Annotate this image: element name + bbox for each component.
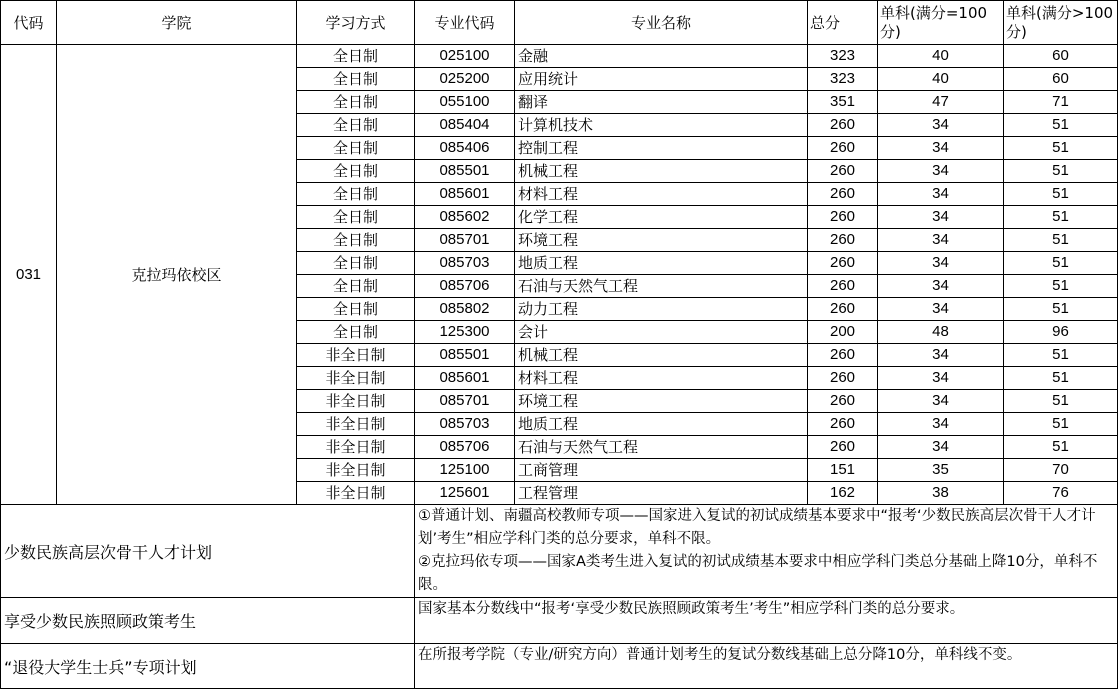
major-name-cell: 会计 (515, 321, 808, 344)
single-100-cell: 34 (878, 436, 1004, 459)
major-code-cell: 085406 (415, 137, 515, 160)
total-score-cell: 260 (808, 390, 878, 413)
major-code-cell: 085601 (415, 367, 515, 390)
college-name: 克拉玛依校区 (57, 45, 297, 505)
header-major-code: 专业代码 (415, 1, 515, 45)
study-mode-cell: 非全日制 (297, 367, 415, 390)
total-score-cell: 260 (808, 252, 878, 275)
study-mode-cell: 全日制 (297, 114, 415, 137)
single-100-cell: 40 (878, 68, 1004, 91)
plan-description-line: ②克拉玛依专项——国家A类考生进入复试的初试成绩基本要求中相应学科门类总分基础上降10分，单科不限。 (418, 554, 1098, 593)
header-single-gt100: 单科(满分>100分) (1004, 1, 1118, 45)
major-code-cell: 085501 (415, 160, 515, 183)
single-gt100-cell: 51 (1004, 252, 1118, 275)
single-100-cell: 34 (878, 183, 1004, 206)
study-mode-cell: 全日制 (297, 298, 415, 321)
total-score-cell: 260 (808, 436, 878, 459)
study-mode-cell: 非全日制 (297, 436, 415, 459)
single-gt100-cell: 51 (1004, 298, 1118, 321)
total-score-cell: 260 (808, 137, 878, 160)
study-mode-cell: 全日制 (297, 137, 415, 160)
header-single-100: 单科(满分=100分) (878, 1, 1004, 45)
single-gt100-cell: 96 (1004, 321, 1118, 344)
total-score-cell: 260 (808, 206, 878, 229)
single-gt100-cell: 70 (1004, 459, 1118, 482)
major-code-cell: 085601 (415, 183, 515, 206)
single-100-cell: 34 (878, 206, 1004, 229)
major-name-cell: 材料工程 (515, 183, 808, 206)
single-gt100-cell: 51 (1004, 275, 1118, 298)
single-gt100-cell: 76 (1004, 482, 1118, 505)
major-name-cell: 工程管理 (515, 482, 808, 505)
header-study-mode: 学习方式 (297, 1, 415, 45)
study-mode-cell: 全日制 (297, 45, 415, 68)
major-code-cell: 085701 (415, 390, 515, 413)
plan-description-line: ①普通计划、南疆高校教师专项——国家进入复试的初试成绩基本要求中“报考‘少数民族高层次骨干人才计划’考生”相应学科门类的总分要求，单科不限。 (418, 508, 1096, 547)
major-name-cell: 石油与天然气工程 (515, 275, 808, 298)
major-name-cell: 工商管理 (515, 459, 808, 482)
plan-description-line: 在所报考学院（专业/研究方向）普通计划考生的复试分数线基础上总分降10分，单科线不变。 (418, 647, 1022, 663)
major-name-cell: 材料工程 (515, 367, 808, 390)
total-score-cell: 260 (808, 413, 878, 436)
major-name-cell: 环境工程 (515, 229, 808, 252)
single-gt100-cell: 51 (1004, 367, 1118, 390)
single-100-cell: 47 (878, 91, 1004, 114)
study-mode-cell: 非全日制 (297, 482, 415, 505)
single-gt100-cell: 51 (1004, 206, 1118, 229)
major-name-cell: 化学工程 (515, 206, 808, 229)
single-100-cell: 34 (878, 390, 1004, 413)
study-mode-cell: 非全日制 (297, 344, 415, 367)
total-score-cell: 200 (808, 321, 878, 344)
header-code: 代码 (1, 1, 57, 45)
major-name-cell: 机械工程 (515, 344, 808, 367)
major-name-cell: 控制工程 (515, 137, 808, 160)
total-score-cell: 260 (808, 275, 878, 298)
major-code-cell: 055100 (415, 91, 515, 114)
header-college: 学院 (57, 1, 297, 45)
table-row (1, 45, 1118, 68)
major-code-cell: 085802 (415, 298, 515, 321)
study-mode-cell: 全日制 (297, 91, 415, 114)
single-100-cell: 34 (878, 137, 1004, 160)
single-100-cell: 34 (878, 298, 1004, 321)
major-code-cell: 085703 (415, 252, 515, 275)
major-code-cell: 085404 (415, 114, 515, 137)
header-total: 总分 (808, 1, 878, 45)
single-gt100-cell: 51 (1004, 137, 1118, 160)
single-gt100-cell: 51 (1004, 344, 1118, 367)
total-score-cell: 151 (808, 459, 878, 482)
single-gt100-cell: 51 (1004, 413, 1118, 436)
major-code-cell: 025200 (415, 68, 515, 91)
study-mode-cell: 全日制 (297, 321, 415, 344)
major-code-cell: 085706 (415, 275, 515, 298)
major-code-cell: 085602 (415, 206, 515, 229)
total-score-cell: 323 (808, 45, 878, 68)
total-score-cell: 260 (808, 298, 878, 321)
major-name-cell: 计算机技术 (515, 114, 808, 137)
college-code: 031 (1, 45, 57, 505)
single-100-cell: 35 (878, 459, 1004, 482)
single-gt100-cell: 51 (1004, 229, 1118, 252)
plan-name: 少数民族高层次骨干人才计划 (1, 505, 415, 598)
single-100-cell: 40 (878, 45, 1004, 68)
single-100-cell: 38 (878, 482, 1004, 505)
study-mode-cell: 全日制 (297, 183, 415, 206)
study-mode-cell: 全日制 (297, 68, 415, 91)
major-code-cell: 025100 (415, 45, 515, 68)
plan-row (1, 505, 1118, 598)
single-gt100-cell: 51 (1004, 390, 1118, 413)
study-mode-cell: 非全日制 (297, 390, 415, 413)
total-score-cell: 162 (808, 482, 878, 505)
single-100-cell: 34 (878, 114, 1004, 137)
major-name-cell: 动力工程 (515, 298, 808, 321)
plan-description-line: 国家基本分数线中“报考‘享受少数民族照顾政策考生’考生”相应学科门类的总分要求。 (418, 601, 965, 617)
plan-name: “退役大学生士兵”专项计划 (1, 644, 415, 689)
plan-description (415, 505, 1118, 598)
single-100-cell: 34 (878, 344, 1004, 367)
major-name-cell: 地质工程 (515, 252, 808, 275)
total-score-cell: 351 (808, 91, 878, 114)
total-score-cell: 260 (808, 229, 878, 252)
total-score-cell: 260 (808, 344, 878, 367)
plan-row (1, 598, 1118, 644)
plan-description (415, 644, 1118, 689)
major-name-cell: 金融 (515, 45, 808, 68)
single-gt100-cell: 51 (1004, 183, 1118, 206)
single-100-cell: 34 (878, 413, 1004, 436)
major-code-cell: 085703 (415, 413, 515, 436)
single-gt100-cell: 60 (1004, 68, 1118, 91)
study-mode-cell: 全日制 (297, 252, 415, 275)
major-name-cell: 翻译 (515, 91, 808, 114)
plan-description (415, 598, 1118, 644)
study-mode-cell: 全日制 (297, 160, 415, 183)
header-row (1, 1, 1118, 45)
single-gt100-cell: 51 (1004, 436, 1118, 459)
single-gt100-cell: 51 (1004, 160, 1118, 183)
major-code-cell: 085501 (415, 344, 515, 367)
header-major-name: 专业名称 (515, 1, 808, 45)
major-name-cell: 石油与天然气工程 (515, 436, 808, 459)
major-name-cell: 机械工程 (515, 160, 808, 183)
total-score-cell: 323 (808, 68, 878, 91)
study-mode-cell: 全日制 (297, 275, 415, 298)
single-100-cell: 34 (878, 229, 1004, 252)
single-100-cell: 34 (878, 275, 1004, 298)
single-100-cell: 34 (878, 252, 1004, 275)
major-name-cell: 应用统计 (515, 68, 808, 91)
total-score-cell: 260 (808, 367, 878, 390)
single-100-cell: 34 (878, 160, 1004, 183)
plan-name: 享受少数民族照顾政策考生 (1, 598, 415, 644)
study-mode-cell: 非全日制 (297, 459, 415, 482)
major-name-cell: 地质工程 (515, 413, 808, 436)
single-gt100-cell: 71 (1004, 91, 1118, 114)
major-code-cell: 125300 (415, 321, 515, 344)
study-mode-cell: 非全日制 (297, 413, 415, 436)
total-score-cell: 260 (808, 114, 878, 137)
single-gt100-cell: 60 (1004, 45, 1118, 68)
major-code-cell: 085701 (415, 229, 515, 252)
major-code-cell: 125601 (415, 482, 515, 505)
plan-row (1, 644, 1118, 689)
single-100-cell: 48 (878, 321, 1004, 344)
study-mode-cell: 全日制 (297, 229, 415, 252)
major-code-cell: 085706 (415, 436, 515, 459)
major-code-cell: 125100 (415, 459, 515, 482)
total-score-cell: 260 (808, 183, 878, 206)
study-mode-cell: 全日制 (297, 206, 415, 229)
total-score-cell: 260 (808, 160, 878, 183)
single-100-cell: 34 (878, 367, 1004, 390)
single-gt100-cell: 51 (1004, 114, 1118, 137)
major-name-cell: 环境工程 (515, 390, 808, 413)
